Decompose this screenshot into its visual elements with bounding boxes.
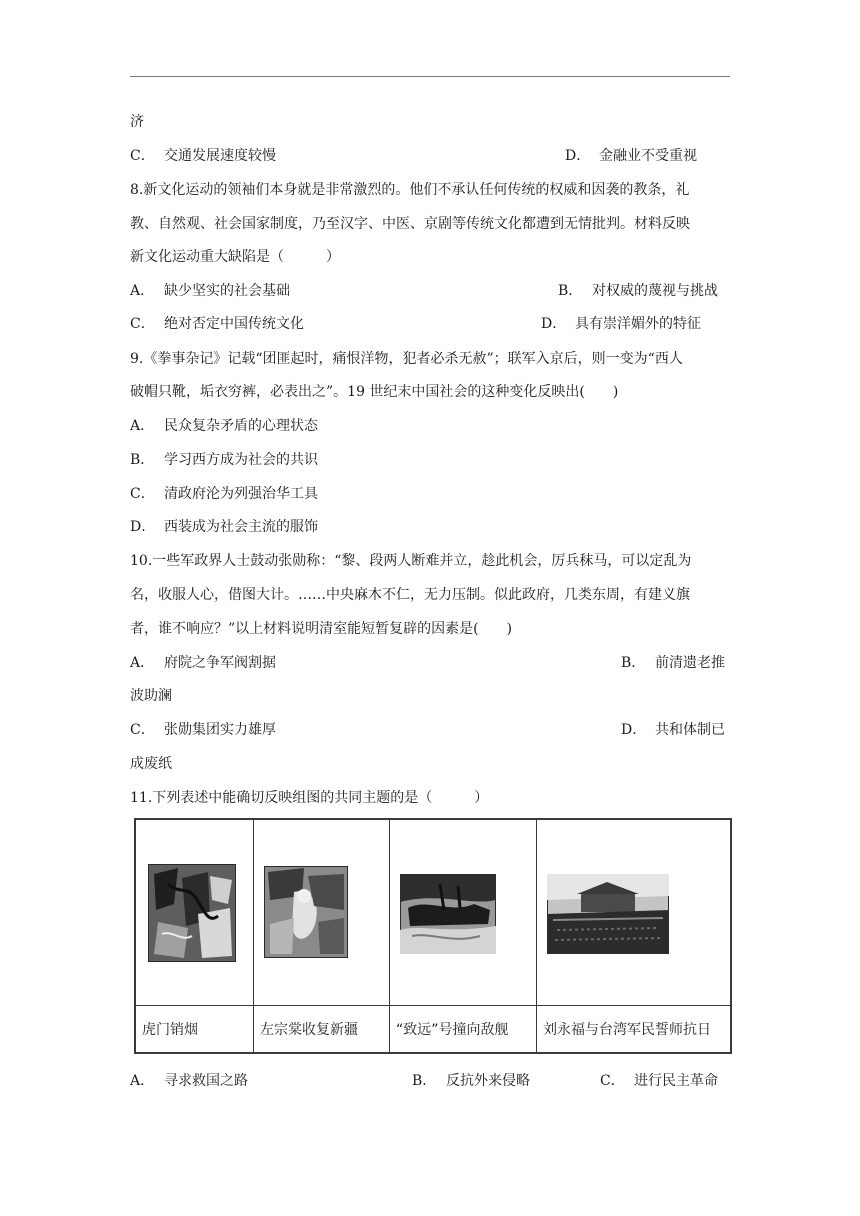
q10-stem-line2: 名，收服人心，借图大计。……中央麻木不仁，无力压制。似此政府，几类东周，有建义旗 (130, 587, 690, 603)
q8-stem-line1: 8.新文化运动的领袖们本身就是非常激烈的。他们不承认任何传统的权威和因袭的教条，礼 (130, 182, 690, 198)
q10-option-b: B． 前清遗老推 (621, 655, 725, 671)
picture-1-image (148, 864, 236, 962)
q10-option-b-wrap: 波助澜 (130, 688, 172, 704)
q10-option-d-wrap: 成废纸 (130, 756, 172, 772)
q11-stem: 11.下列表述中能确切反映组图的共同主题的是（ ） (130, 790, 489, 806)
picture-3-image (400, 874, 496, 954)
q7-option-d: D． 金融业不受重视 (565, 148, 697, 164)
q9-option-c: C． 清政府沦为列强治华工具 (130, 486, 318, 502)
picture-cell-4 (537, 820, 730, 1052)
picture-2-caption: 左宗棠收复新疆 (260, 1022, 358, 1038)
continued-text: 济 (130, 114, 144, 130)
q10-option-c: C． 张勋集团实力雄厚 (130, 722, 276, 738)
q11-option-c: C． 进行民主革命 (600, 1073, 718, 1089)
q10-option-a: A． 府院之争军阀割据 (130, 655, 276, 671)
q9-option-b: B． 学习西方成为社会的共识 (130, 452, 318, 468)
picture-cell-3 (390, 820, 537, 1052)
picture-cell-2 (254, 820, 390, 1052)
q8-option-c: C． 绝对否定中国传统文化 (130, 316, 304, 332)
q8-option-a: A． 缺少坚实的社会基础 (130, 283, 290, 299)
picture-3-caption: “致远”号撞向敌舰 (396, 1022, 509, 1038)
q10-stem-line3: 者，谁不响应？”以上材料说明清室能短暂复辟的因素是( ) (130, 621, 513, 637)
q10-option-d: D． 共和体制已 (621, 722, 725, 738)
picture-cell-1 (136, 820, 254, 1052)
picture-4-caption: 刘永福与台湾军民誓师抗日 (543, 1022, 711, 1038)
picture-4-image (547, 874, 669, 954)
q8-option-d: D． 具有崇洋媚外的特征 (541, 316, 701, 332)
q7-option-c: C． 交通发展速度较慢 (130, 148, 276, 164)
q9-stem-line2: 破帽只靴，垢衣穷裤，必表出之”。19 世纪末中国社会的这种变化反映出( ) (130, 384, 619, 400)
q9-option-a: A． 民众复杂矛盾的心理状态 (130, 418, 318, 434)
header-rule (130, 76, 730, 77)
q8-stem-line2: 教、自然观、社会国家制度，乃至汉字、中医、京剧等传统文化都遭到无情批判。材料反映 (130, 216, 690, 232)
q10-stem-line1: 10.一些军政界人士鼓动张勋称：“黎、段两人断难并立，趁此机会，厉兵秣马，可以定乱为 (130, 553, 692, 569)
q11-option-b: B． 反抗外来侵略 (412, 1073, 530, 1089)
q8-option-b: B． 对权威的蔑视与挑战 (558, 283, 718, 299)
q9-stem-line1: 9.《拳事杂记》记载“团匪起时，痛恨洋物，犯者必杀无赦”；联军入京后，则一变为“西人 (130, 351, 683, 367)
q9-option-d: D． 西装成为社会主流的服饰 (130, 519, 318, 535)
picture-1-caption: 虎门销烟 (142, 1022, 198, 1038)
picture-2-image (264, 866, 348, 958)
q11-option-a: A． 寻求救国之路 (130, 1073, 248, 1089)
q8-stem-line3: 新文化运动重大缺陷是（ ） (130, 249, 340, 265)
picture-group (134, 818, 732, 1054)
